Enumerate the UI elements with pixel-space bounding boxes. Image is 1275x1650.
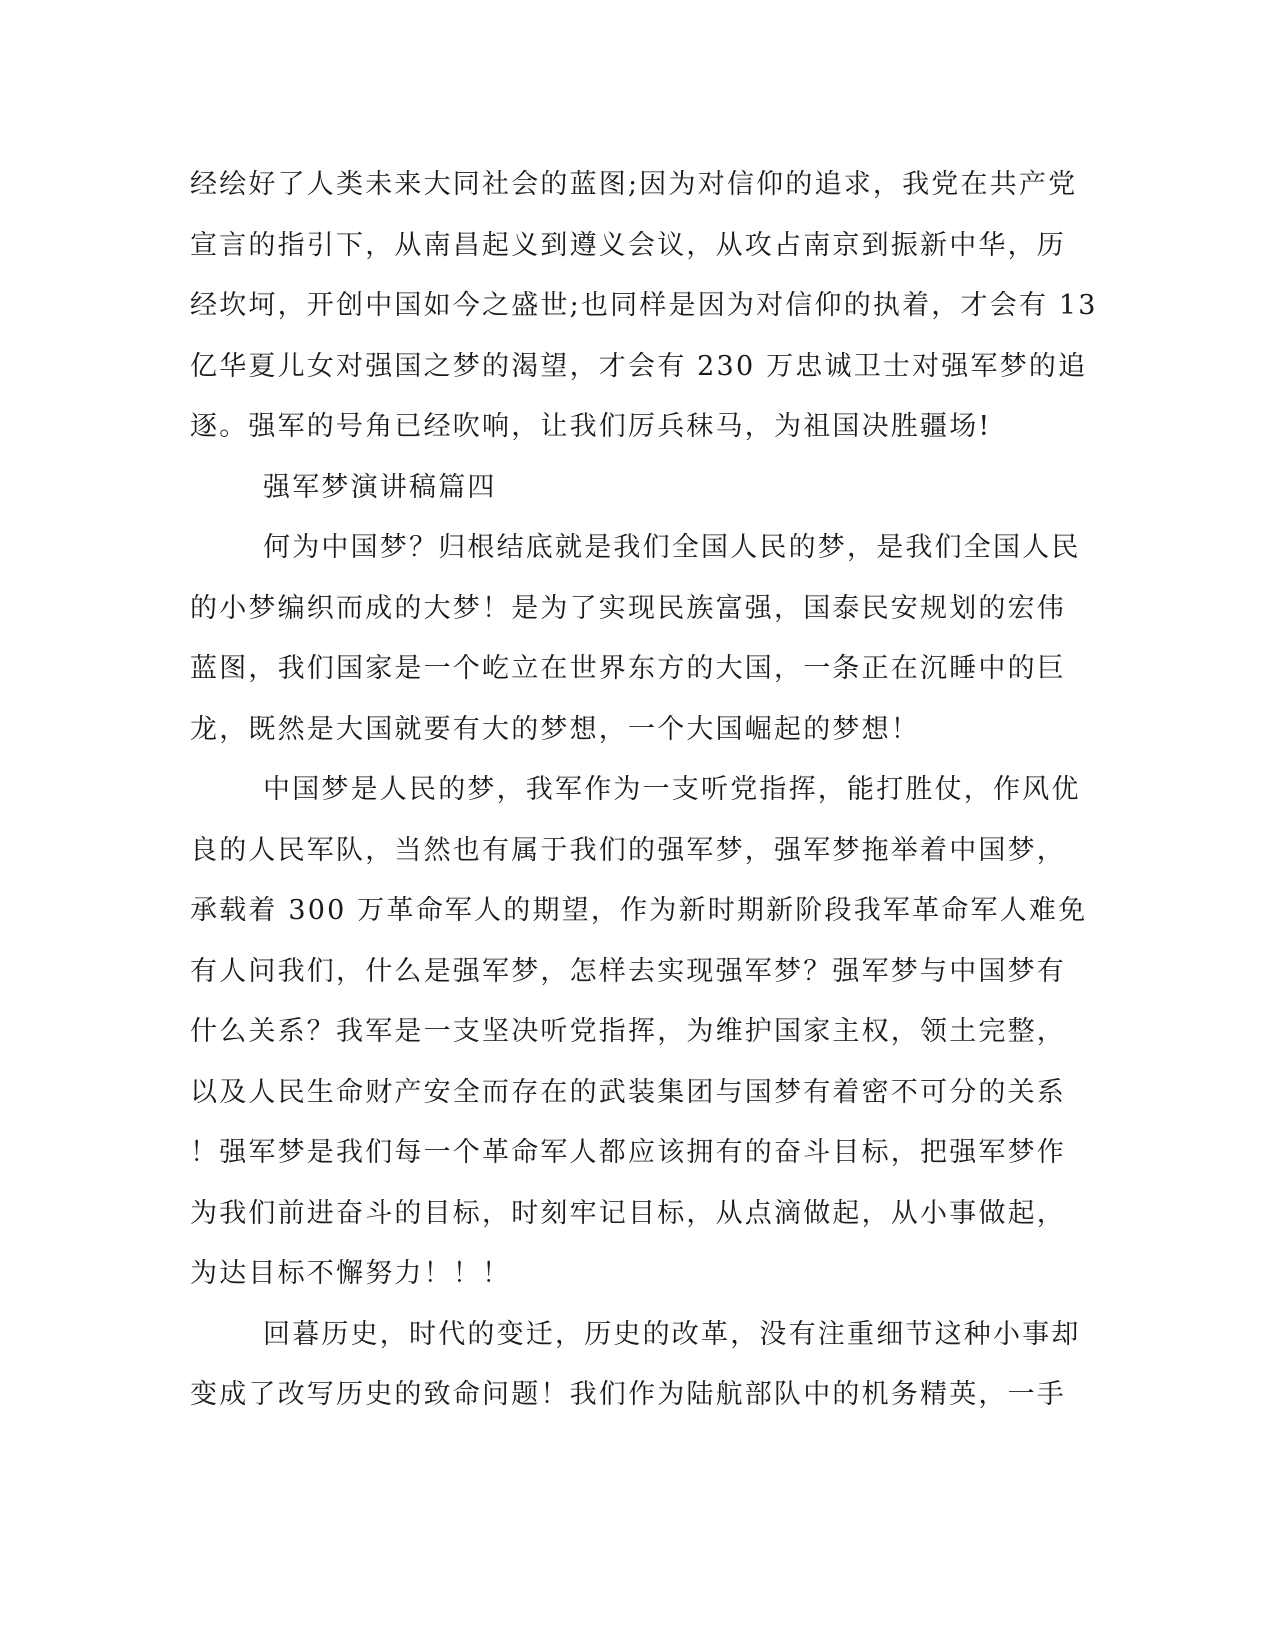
text-line: ！强军梦是我们每一个革命军人都应该拥有的奋斗目标，把强军梦作 [190, 1137, 1066, 1168]
text-line: 蓝图，我们国家是一个屹立在世界东方的大国，一条正在沉睡中的巨 [190, 653, 1066, 684]
text-line: 经绘好了人类未来大同社会的蓝图;因为对信仰的追求，我党在共产党 [190, 169, 1078, 200]
section-heading: 强军梦演讲稿篇四 [263, 471, 497, 503]
text-line: 为达目标不懈努力！！！ [190, 1258, 512, 1289]
text-line: 承载着 300 万革命军人的期望，作为新时期新阶段我军革命军人难免 [190, 895, 1088, 926]
text-line: 宣言的指引下，从南昌起义到遵义会议，从攻占南京到振新中华，历 [190, 229, 1066, 261]
paragraph-start-line: 何为中国梦？归根结底就是我们全国人民的梦，是我们全国人民 [263, 532, 1081, 563]
document-body [190, 155, 1098, 1426]
text-line: 逐。强军的号角已经吹响，让我们厉兵秣马，为祖国决胜疆场! [190, 411, 992, 442]
text-line: 变成了改写历史的致命问题！我们作为陆航部队中的机务精英，一手 [190, 1379, 1066, 1410]
text-line: 以及人民生命财产安全而存在的武装集团与国梦有着密不可分的关系 [190, 1076, 1066, 1108]
text-line: 经坎坷，开创中国如今之盛世;也同样是因为对信仰的执着，才会有 13 [190, 290, 1098, 321]
text-line: 的小梦编织而成的大梦！是为了实现民族富强，国泰民安规划的宏伟 [190, 592, 1066, 624]
paragraph-start-line: 回暮历史，时代的变迁，历史的改革，没有注重细节这种小事却 [263, 1318, 1081, 1350]
text-line: 什么关系？我军是一支坚决听党指挥，为维护国家主权，领土完整， [190, 1016, 1066, 1047]
text-line: 亿华夏儿女对强国之梦的渴望，才会有 230 万忠诚卫士对强军梦的追 [190, 350, 1088, 382]
text-line: 有人问我们，什么是强军梦，怎样去实现强军梦？强军梦与中国梦有 [190, 955, 1066, 987]
text-line: 良的人民军队，当然也有属于我们的强军梦，强军梦拖举着中国梦， [190, 834, 1066, 866]
text-line: 为我们前进奋斗的目标，时刻牢记目标，从点滴做起，从小事做起， [190, 1197, 1066, 1229]
paragraph-start-line: 中国梦是人民的梦，我军作为一支听党指挥，能打胜仗，作风优 [263, 774, 1081, 805]
text-line: 龙，既然是大国就要有大的梦想，一个大国崛起的梦想！ [190, 713, 920, 745]
